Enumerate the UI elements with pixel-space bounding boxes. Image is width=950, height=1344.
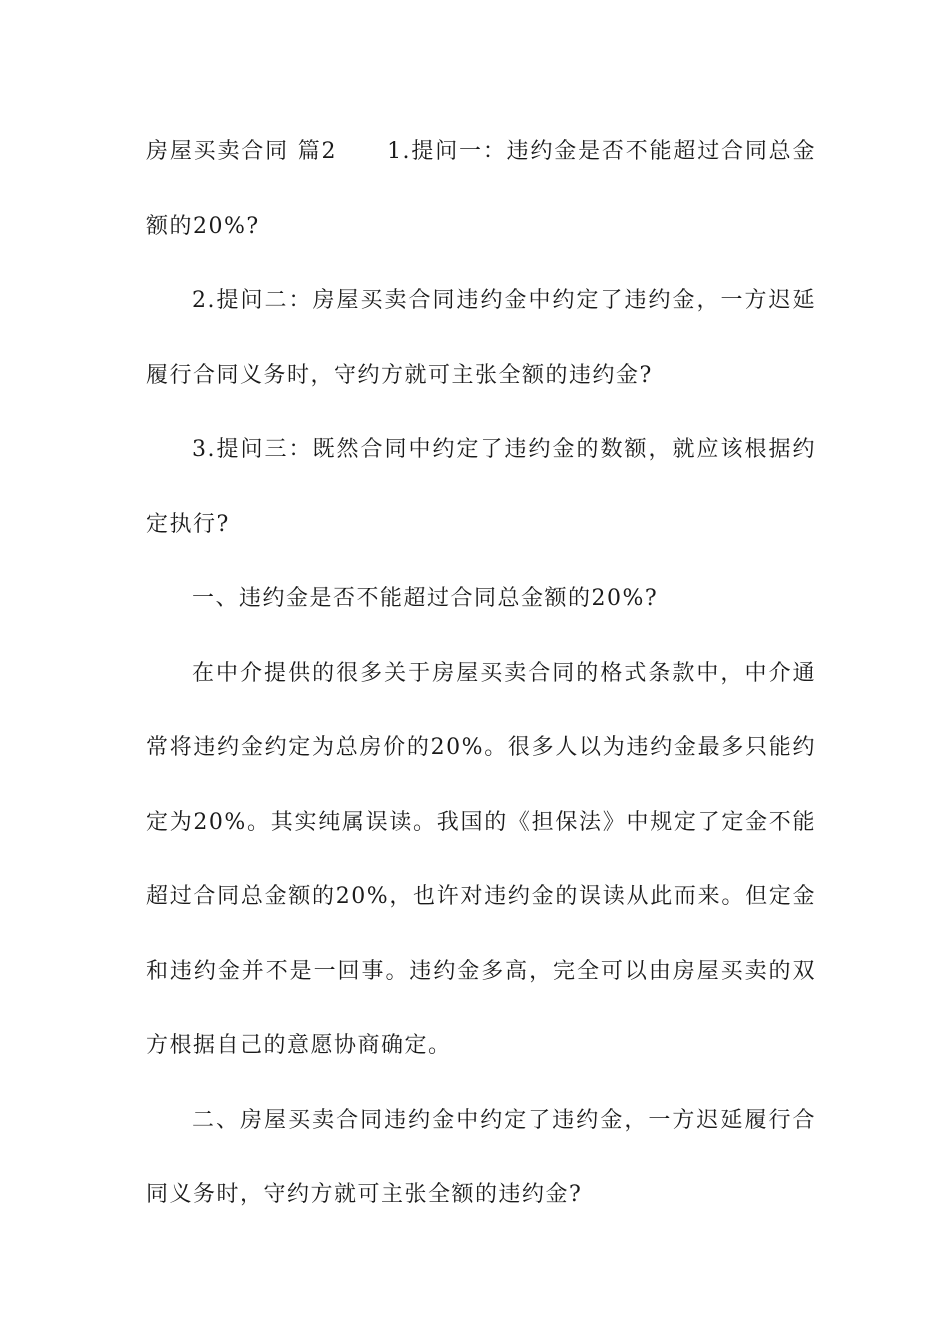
document-body — [146, 115, 816, 1233]
answer-2-heading: 二、房屋买卖合同违约金中约定了违约金，一方迟延履行合同义务时，守约方就可主张全额的违约金? — [146, 1107, 816, 1207]
answer-1-heading: 一、违约金是否不能超过合同总金额的20%? — [192, 586, 659, 611]
question-3: 3.提问三：既然合同中约定了违约金的数额，就应该根据约定执行? — [146, 437, 816, 537]
section-heading: 房屋买卖合同 篇2 — [146, 139, 338, 164]
answer-1-body: 在中介提供的很多关于房屋买卖合同的格式条款中，中介通常将违约金约定为总房价的20%。很多人以为违约金最多只能约定为20%。其实纯属误读。我国的《担保法》中规定了定金不能超过合同总金额的20%，也许对违约金的误读从此而来。但定金和违约金并不是一回事。违约金多高，完全可以由房屋买卖的双方根据自己的意愿协商确定。 — [146, 660, 816, 1058]
paragraph-intro — [146, 115, 816, 264]
question-2: 2.提问二：房屋买卖合同违约金中约定了违约金，一方迟延履行合同义务时，守约方就可主张全额的违约金? — [146, 288, 816, 388]
question-1: 1.提问一：违约金是否不能超过合同总金额的20%? — [146, 139, 816, 239]
